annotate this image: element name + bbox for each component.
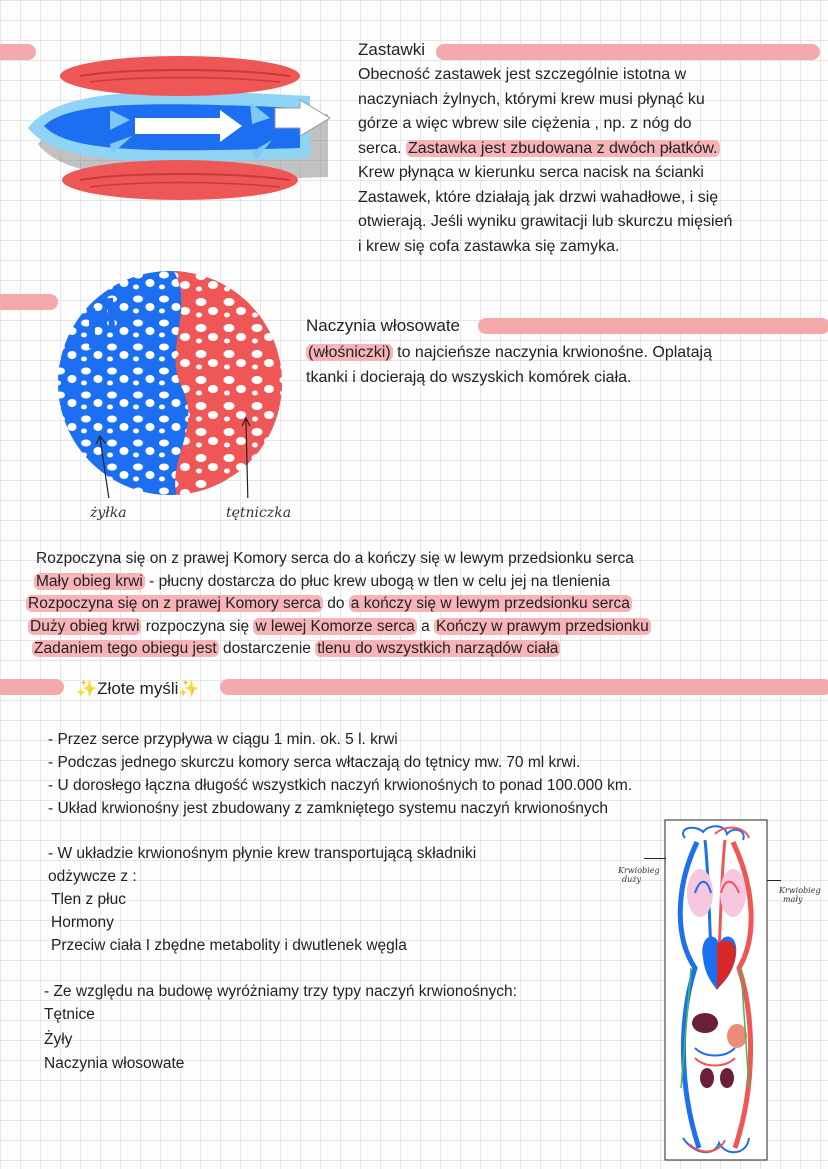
circ-line-2	[20, 571, 820, 594]
label-vein: żyłka	[90, 505, 127, 521]
valves-line-3: górze a więc wbrew sile ciężenia , np. z nóg do	[358, 115, 692, 132]
capillaries-line-2: tkanki i docierają do wszyskich komórek ciała.	[306, 368, 632, 386]
fact-4: - Układ krwionośny jest zbudowany z zamkniętego systemu naczyń krwionośnych	[48, 800, 608, 817]
vessel-types-list	[44, 980, 517, 1077]
fact-1: - Przez serce przypływa w ciągu 1 min. ok. 5 l. krwi	[48, 731, 398, 748]
thoughts-title: ✨Złote myśli✨	[76, 679, 200, 698]
diagram-pointer-line-left	[644, 858, 666, 859]
circ-line-4-hl3: Kończy w prawym przedsionku	[436, 617, 649, 635]
transport-intro-1: - W układzie krwionośnym płynie krew transportującą składniki	[48, 845, 477, 862]
circ-line-3-hl2: a kończy się w lewym przedsionku serca	[350, 595, 630, 612]
circ-large-title: Duży obieg krwi	[30, 617, 140, 635]
circ-line-5-hl2: tlenu do wszystkich narządów ciała	[317, 640, 559, 657]
circ-line-3-mid: do	[322, 595, 349, 612]
circ-line-4	[20, 616, 820, 639]
circ-line-4-mid2: a	[416, 617, 434, 635]
transport-item-2: Hormony	[51, 914, 114, 931]
valves-line-1: Obecność zastawek jest szczególnie istotna w	[358, 66, 687, 83]
valves-line-5: Krew płynąca w kierunku serca nacisk na ścianki	[358, 164, 704, 181]
transport-item-1: Tlen z płuc	[51, 891, 126, 908]
divider-bar-right-3	[220, 679, 828, 695]
transport-item-3: Przeciw ciała I zbędne metabolity i dwutlenek węgla	[51, 937, 407, 954]
circ-line-5	[20, 638, 820, 661]
valves-line-4	[358, 137, 818, 162]
circulatory-system-diagram	[655, 818, 770, 1163]
valves-line-4-plain: serca.	[358, 139, 407, 157]
valves-title: Zastawki	[358, 40, 426, 59]
valves-line-2: naczyniach żylnych, którymi krew musi płynąć ku	[358, 90, 705, 108]
fact-3: - U dorosłego łączna długość wszystkich naczyń krwionośnych to ponad 100.000 km.	[48, 777, 633, 794]
vein-valve-illustration	[20, 40, 340, 220]
types-intro: - Ze względu na budowę wyróżniamy trzy typy naczyń krwionośnych:	[44, 983, 517, 1000]
circ-line-4-hl2: w lewej Komorze serca	[255, 617, 415, 635]
type-capillaries: Naczynia włosowate	[44, 1055, 185, 1072]
valves-highlight: Zastawka jest zbudowana z dwóch płatków.	[408, 139, 718, 157]
divider-bar-right-2	[478, 318, 828, 334]
facts-list	[48, 728, 632, 820]
capillaries-line-1-rest: to najcieńsze naczynia krwionośne. Oplatają	[392, 344, 712, 361]
label-artery: tętniczka	[226, 505, 292, 521]
valves-line-8: i krew się cofa zastawka się zamyka.	[358, 237, 620, 255]
circ-line-4-mid: rozpoczyna się	[141, 617, 254, 635]
transport-list	[48, 842, 476, 957]
divider-bar-right-1	[436, 44, 820, 60]
diagram-pointer-line-right	[767, 880, 781, 881]
valves-line-6: Zastawek, które działają jak drzwi wahadłowe, i się	[358, 188, 719, 206]
capillaries-highlight: (włośniczki)	[308, 344, 391, 361]
label-systemic-circulation: Krwiobieg duży	[618, 866, 660, 884]
circ-line-3	[20, 593, 820, 616]
valves-paragraph	[358, 63, 818, 259]
divider-bar-left-3	[0, 679, 64, 695]
divider-bar-left-2	[0, 294, 58, 310]
type-veins: Żyły	[44, 1030, 73, 1048]
valves-line-7: otwierają. Jeśli wyniku grawitacji lub skurczu mięsień	[358, 213, 733, 230]
type-arteries: Tętnice	[44, 1006, 95, 1023]
fact-2: - Podczas jednego skurczu komory serca włtaczają do tętnicy mw. 70 ml krwi.	[48, 754, 581, 771]
capillaries-line-1	[306, 341, 821, 366]
capillaries-title: Naczynia włosowate	[306, 316, 461, 335]
circ-line-5-hl1: Zadaniem tego obiegu jest	[34, 640, 217, 657]
circulation-block	[20, 548, 820, 661]
capillary-network-illustration	[52, 268, 292, 498]
circ-line-2-rest: - płucny dostarcza do płuc krew ubogą w tlen w celu jej na tlenienia	[144, 572, 611, 590]
label-pulmonary-circulation: Krwiobieg mały	[779, 886, 821, 904]
capillaries-paragraph	[306, 341, 821, 390]
circ-small-title: Mały obieg krwi	[36, 572, 143, 590]
circ-line-3-hl1: Rozpoczyna się on z prawej Komory serca	[28, 595, 321, 612]
transport-intro-2: odżywcze z :	[48, 868, 137, 885]
circ-line-1: Rozpoczyna się on z prawej Komory serca do a kończy się w lewym przedsionku serca	[36, 550, 634, 567]
circ-line-5-mid: dostarczenie	[218, 640, 316, 657]
